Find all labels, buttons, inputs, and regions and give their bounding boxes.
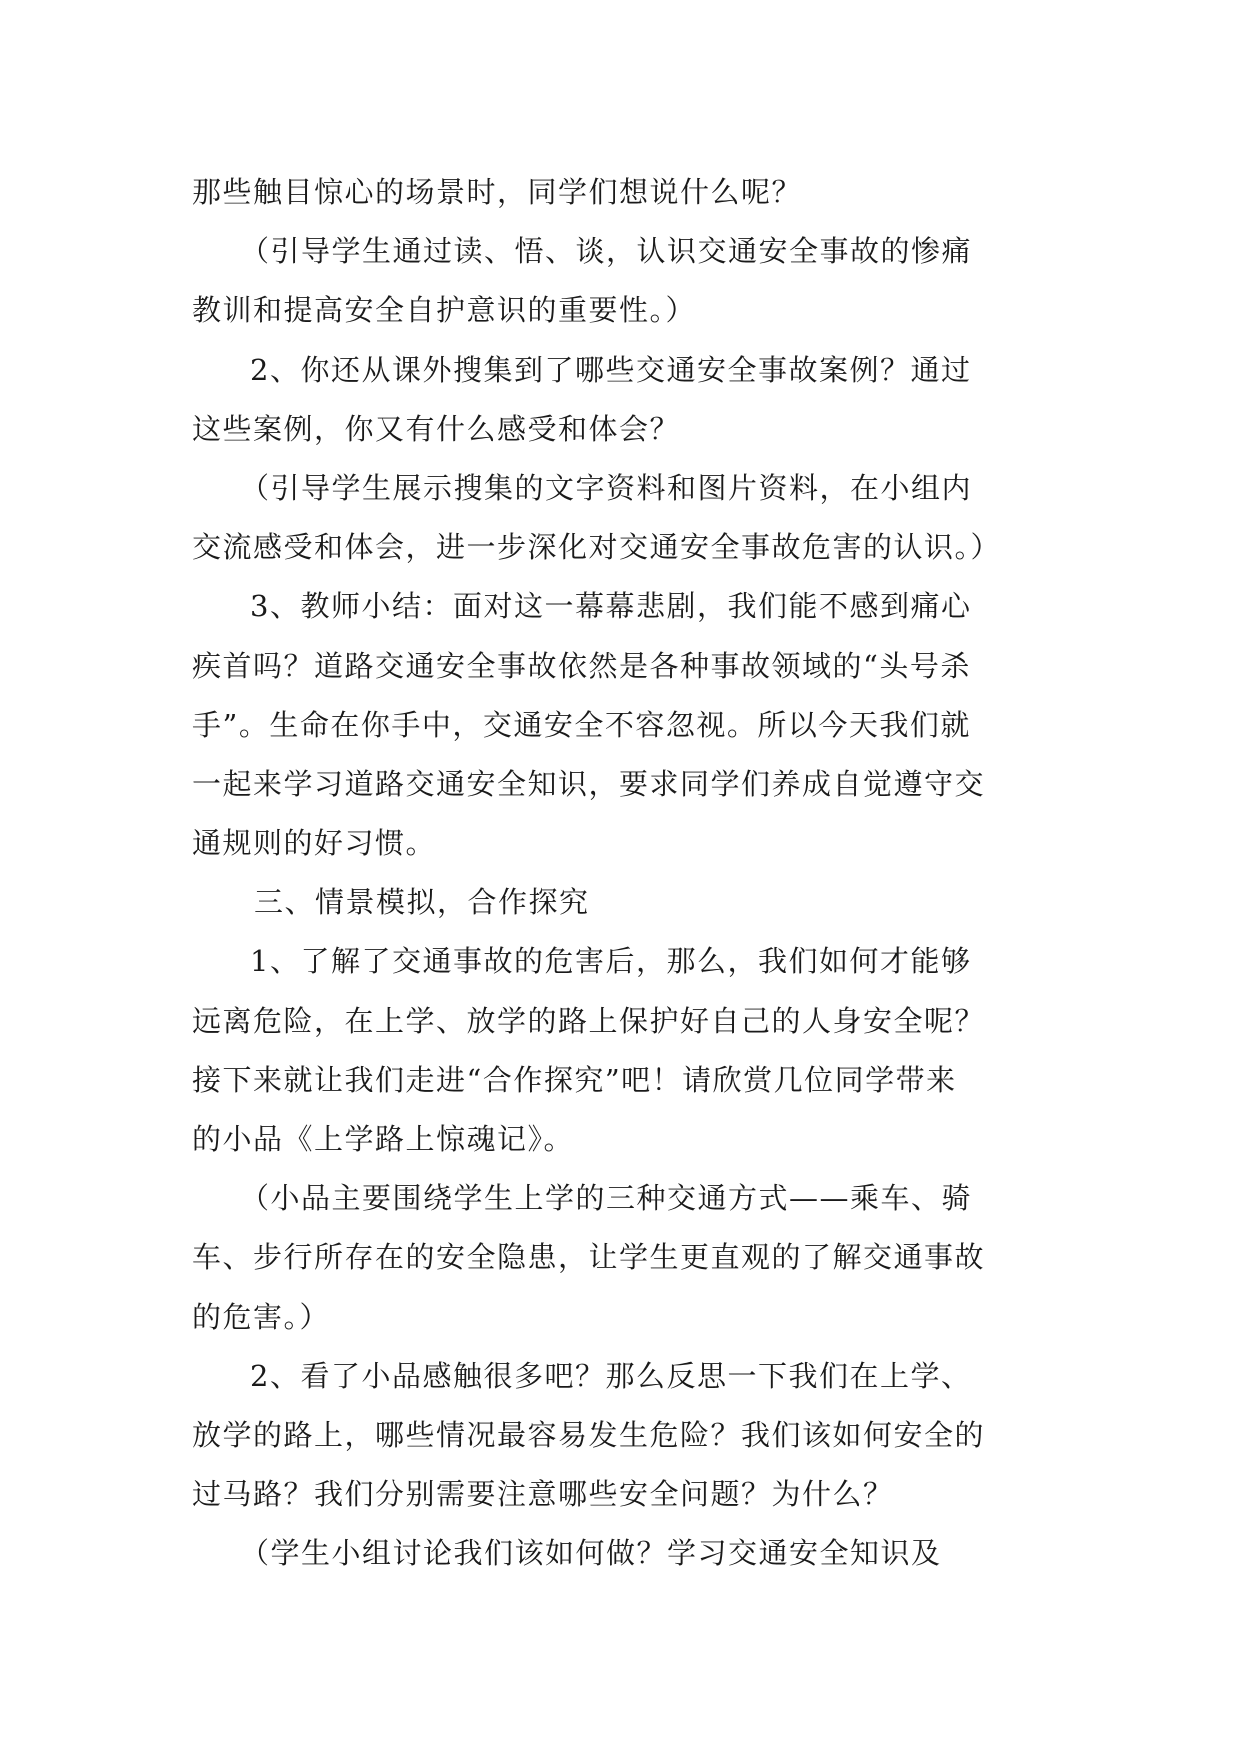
text-line: 通规则的好习惯。 — [192, 826, 437, 861]
text-line: 教训和提高安全自护意识的重要性。） — [192, 293, 697, 328]
text-line: 的小品《上学路上惊魂记》。 — [192, 1122, 575, 1156]
text-line: 的危害。） — [192, 1299, 331, 1334]
text-line: 那些触目惊心的场景时，同学们想说什么呢？ — [192, 175, 803, 209]
section-heading: 三、情景模拟，合作探究 — [254, 885, 590, 920]
text-line: （学生小组讨论我们该如何做？学习交通安全知识及 — [240, 1536, 942, 1571]
text-line: （引导学生通过读、悟、谈，认识交通安全事故的惨痛 — [240, 234, 973, 269]
text-line: 交流感受和体会，进一步深化对交通安全事故危害的认识。） — [192, 530, 1002, 565]
text-line: （小品主要围绕学生上学的三种交通方式——乘车、骑 — [240, 1181, 973, 1216]
text-line: 3、教师小结：面对这一幕幕悲剧，我们能不感到痛心 — [250, 589, 972, 624]
text-line: 这些案例，你又有什么感受和体会？ — [192, 411, 681, 446]
text-line: （引导学生展示搜集的文字资料和图片资料，在小组内 — [240, 470, 973, 505]
text-line: 2、你还从课外搜集到了哪些交通安全事故案例？通过 — [250, 352, 972, 387]
text-line: 疾首吗？道路交通安全事故依然是各种事故领域的“头号杀 — [192, 648, 971, 683]
text-line: 远离危险，在上学、放学的路上保护好自己的人身安全呢？ — [192, 1003, 986, 1038]
text-line: 一起来学习道路交通安全知识，要求同学们养成自觉遵守交 — [192, 766, 986, 801]
text-line: 2、看了小品感触很多吧？那么反思一下我们在上学、 — [250, 1358, 972, 1393]
text-line: 手”。生命在你手中，交通安全不容忽视。所以今天我们就 — [192, 707, 971, 742]
text-line: 车、步行所存在的安全隐患，让学生更直观的了解交通事故 — [192, 1240, 986, 1275]
document-body — [192, 163, 1052, 1584]
text-line: 放学的路上，哪些情况最容易发生危险？我们该如何安全的 — [192, 1417, 986, 1452]
text-line: 1、了解了交通事故的危害后，那么，我们如何才能够 — [250, 944, 972, 979]
text-line: 过马路？我们分别需要注意哪些安全问题？为什么？ — [192, 1477, 894, 1512]
text-line: 接下来就让我们走进“合作探究”吧！请欣赏几位同学带来 — [192, 1062, 957, 1097]
